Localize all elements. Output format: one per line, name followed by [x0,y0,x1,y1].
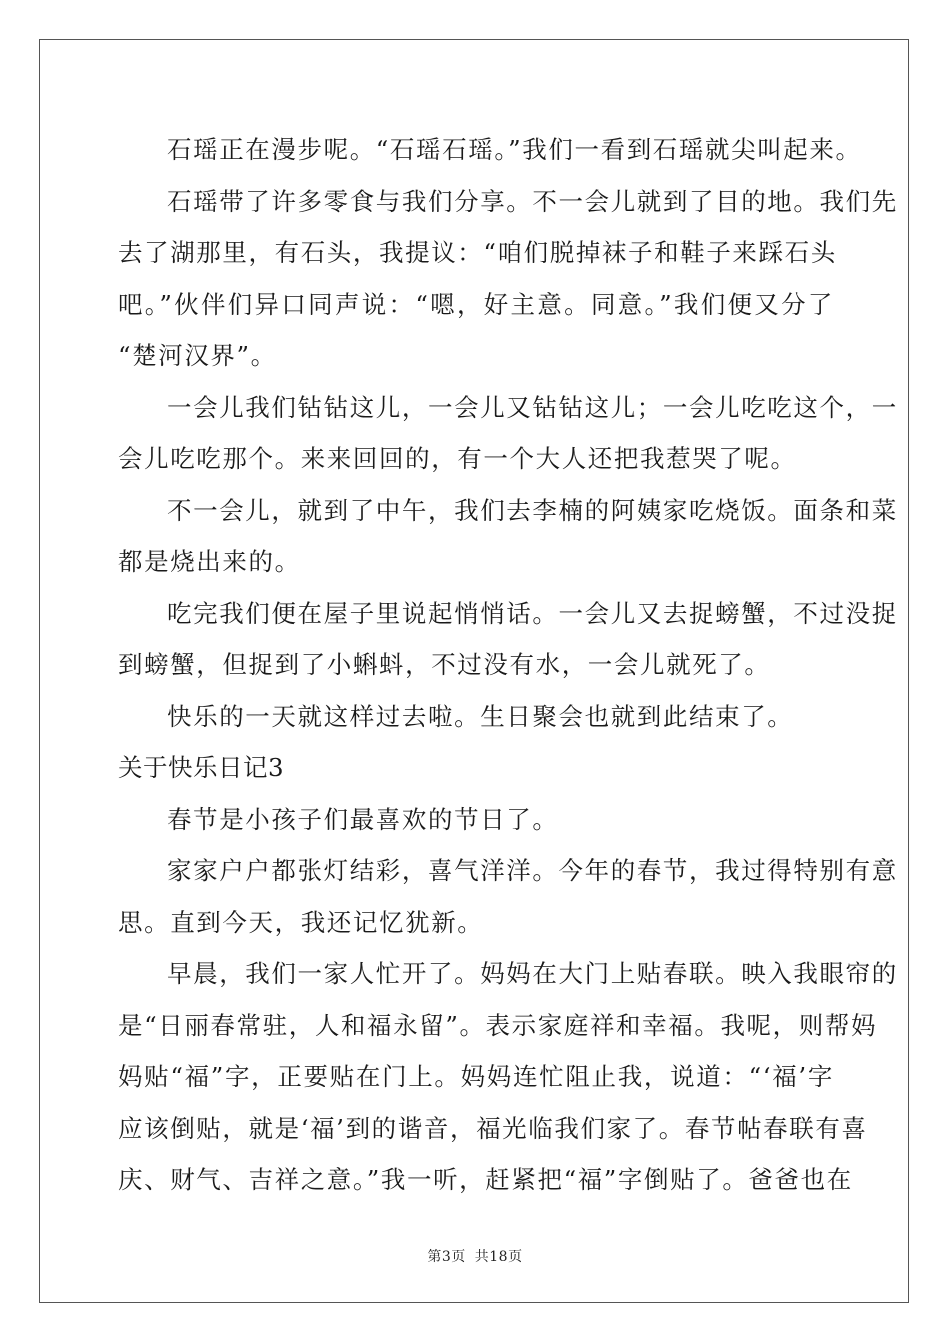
page-number: 第3页 [427,1249,466,1265]
paragraph-line: 会儿吃吃那个。来来回回的，有一个大人还把我惹哭了呢。 [118,444,797,473]
paragraph-line: 到螃蟹，但捉到了小蝌蚪，不过没有水，一会儿就死了。 [118,650,771,679]
paragraph-line: 石瑶正在漫步呢。“石瑶石瑶。”我们一看到石瑶就尖叫起来。 [167,135,862,164]
paragraph-line: 早晨，我们一家人忙开了。妈妈在大门上贴春联。映入我眼帘的 [167,959,898,988]
paragraph-line: 妈贴“福”字，正要贴在门上。妈妈连忙阻止我，说道：“‘福’字 [118,1062,834,1091]
paragraph-line: 春节是小孩子们最喜欢的节日了。 [167,804,559,834]
paragraph-line: 是“日丽春常驻，人和福永留”。表示家庭祥和幸福。我呢，则帮妈 [118,1010,878,1040]
paragraph-line: 一会儿我们钻钻这儿，一会儿又钻钻这儿；一会儿吃吃这个，一 [167,392,898,422]
paragraph-line: 家家户户都张灯结彩，喜气洋洋。今年的春节，我过得特别有意 [167,856,898,885]
page-footer [0,1246,950,1266]
paragraph-line: 应该倒贴，就是‘福’到的谐音，福光临我们家了。春节帖春联有喜 [118,1113,868,1143]
section-heading: 关于快乐日记3 [118,753,285,782]
paragraph-line: 吃完我们便在屋子里说起悄悄话。一会儿又去捉螃蟹，不过没捉 [167,598,898,628]
paragraph-line: 思。直到今天，我还记忆犹新。 [118,907,484,937]
paragraph-line: 吧。”伙伴们异口同声说：“嗯，好主意。同意。”我们便又分了 [118,289,834,319]
page-total: 共18页 [474,1249,523,1265]
paragraph-line: 石瑶带了许多零食与我们分享。不一会儿就到了目的地。我们先 [167,186,898,216]
paragraph-line: 都是烧出来的。 [118,547,301,576]
paragraph-line: 去了湖那里，有石头，我提议：“咱们脱掉袜子和鞋子来踩石头 [118,238,837,267]
paragraph-line: 快乐的一天就这样过去啦。生日聚会也就到此结束了。 [167,701,794,731]
paragraph-line: 不一会儿，就到了中午，我们去李楠的阿姨家吃烧饭。面条和菜 [167,495,898,525]
paragraph-line: 庆、财气、吉祥之意。”我一听，赶紧把“福”字倒贴了。爸爸也在 [118,1165,853,1194]
document-body [118,128,898,1210]
paragraph-line: “楚河汉界”。 [118,341,277,370]
